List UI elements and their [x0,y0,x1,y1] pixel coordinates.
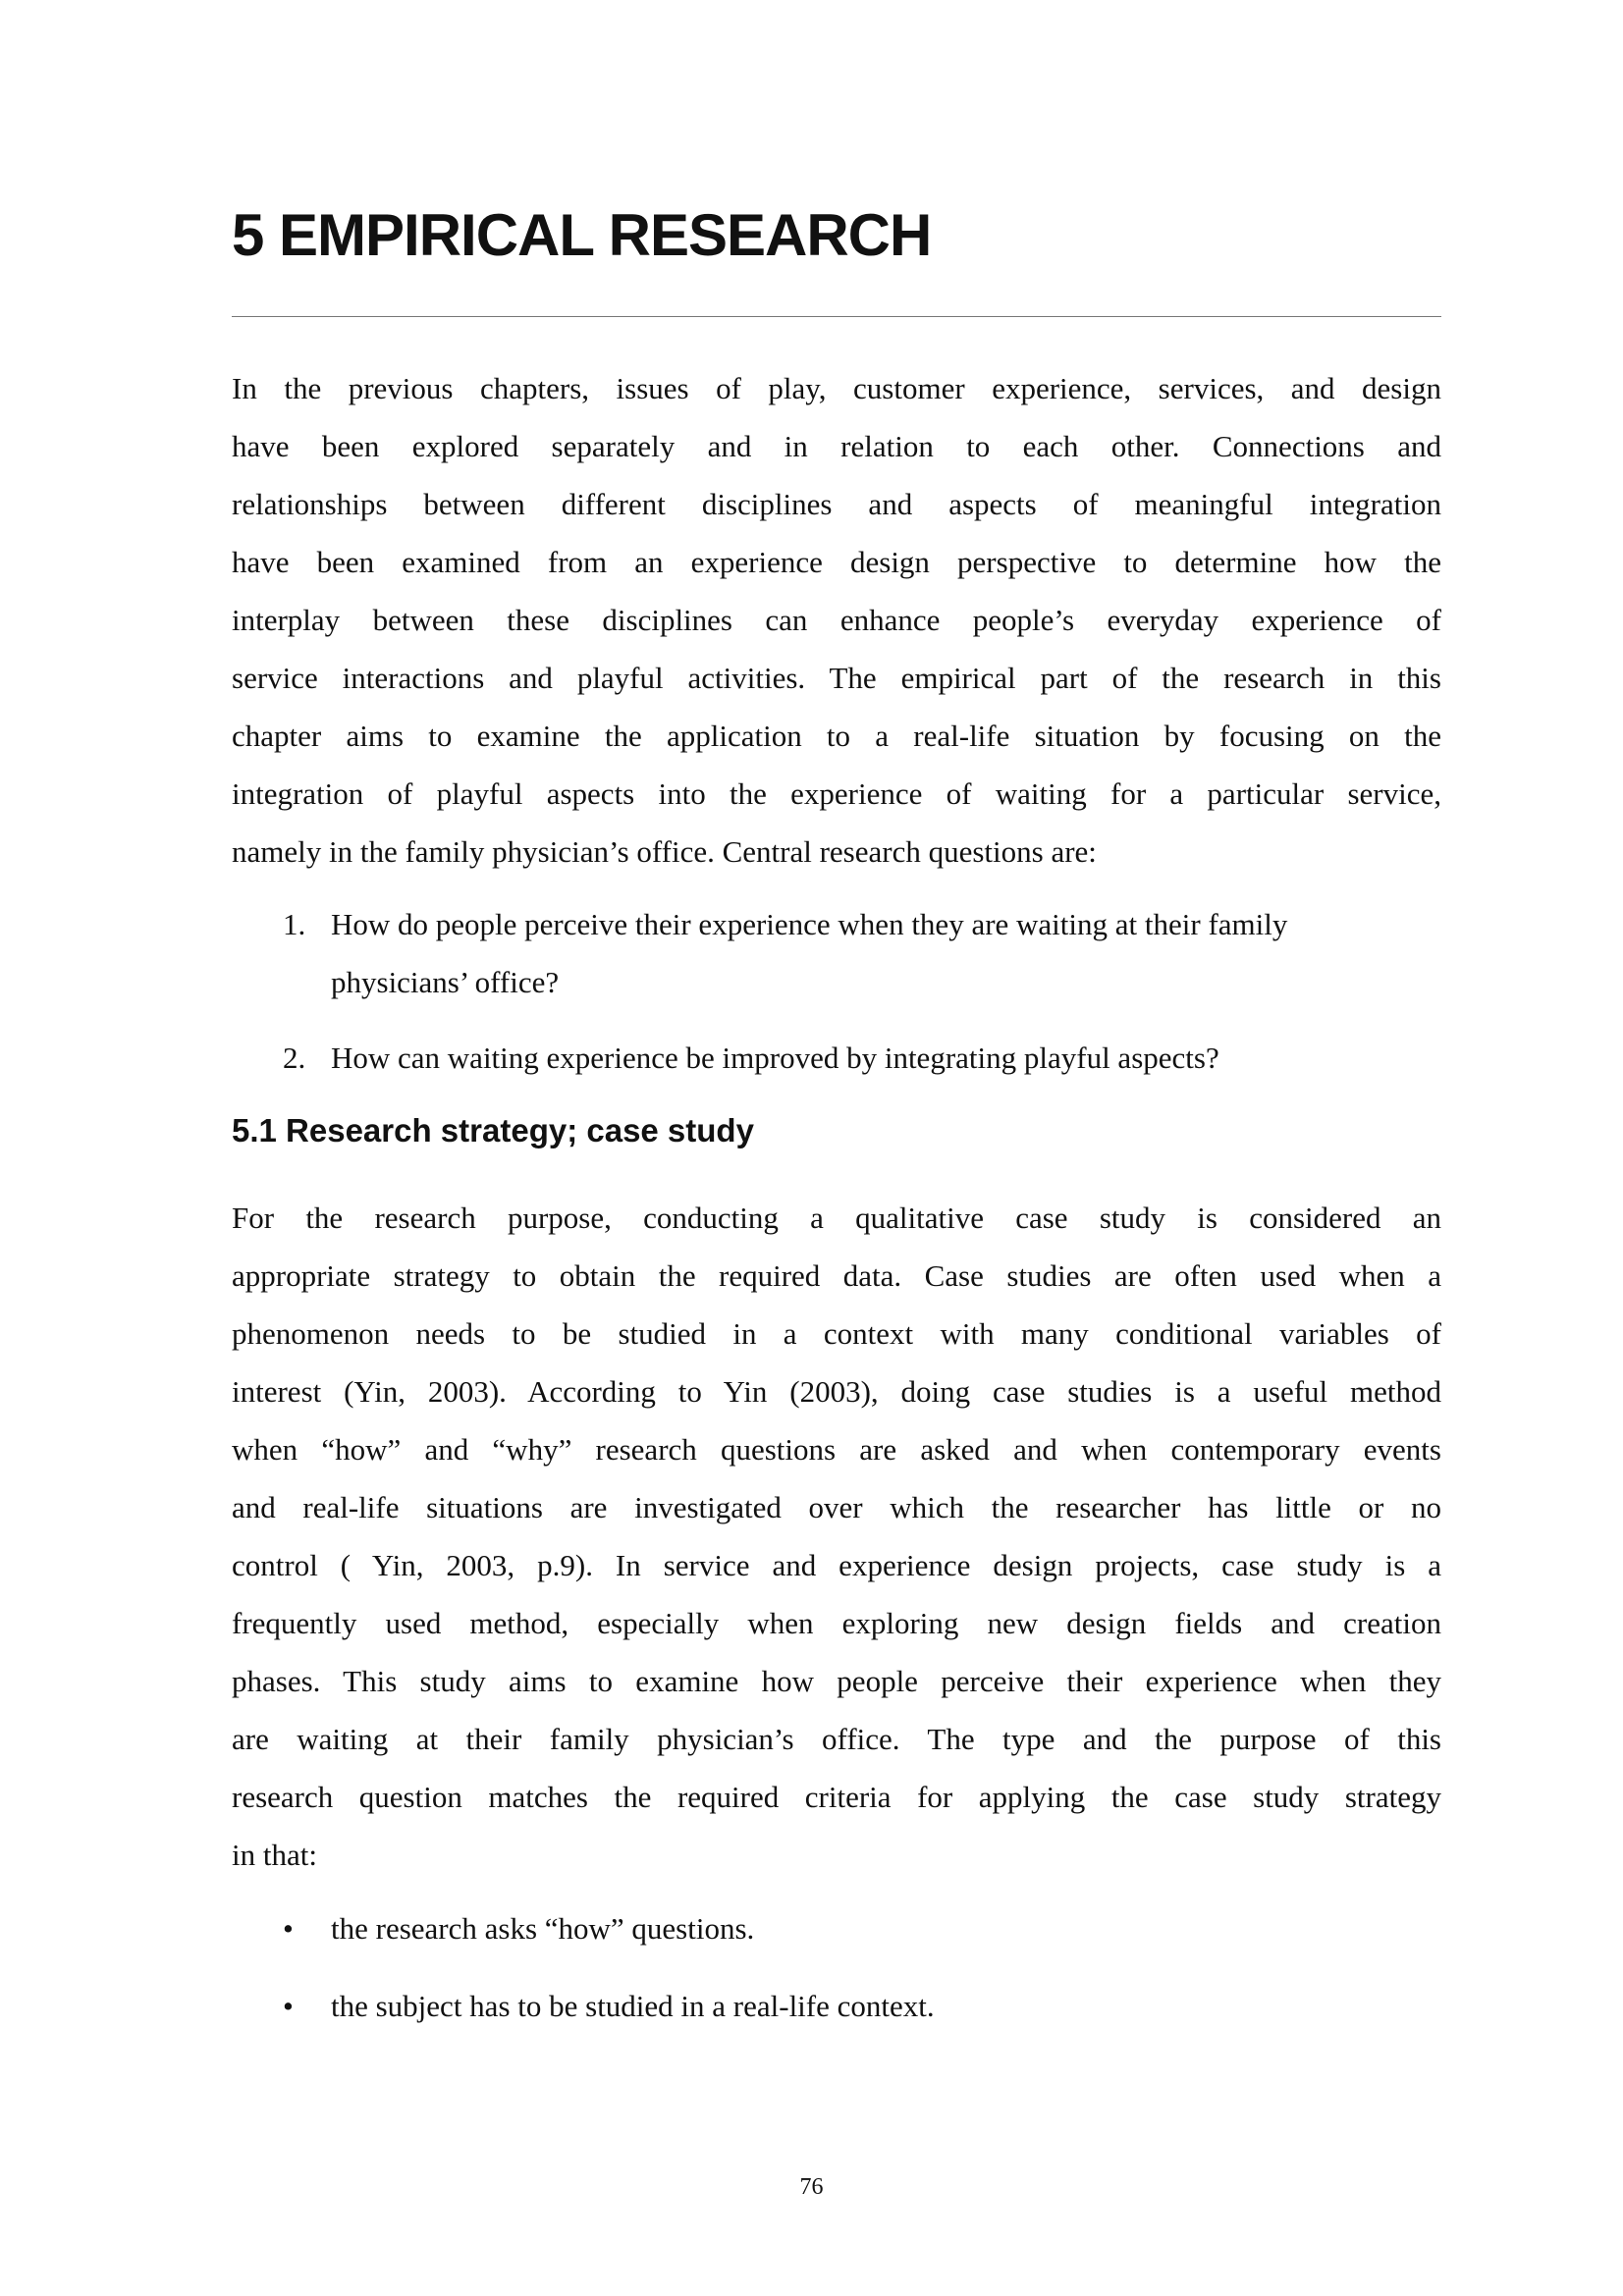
section-title: 5.1 Research strategy; case study [232,1112,754,1148]
page-number: 76 [799,2174,824,2200]
bullet-text: the research asks “how” questions. [331,1911,755,1946]
text-line: phenomenon needs to be studied in a context with many conditional variables of [232,1316,1441,1351]
text-line: appropriate strategy to obtain the required data. Case studies are often used when a [232,1258,1441,1293]
text-line: are waiting at their family physician’s office. The type and the purpose of this [232,1722,1441,1756]
list-text: physicians’ office? [331,965,560,999]
list-number: 2. [283,1041,306,1075]
text-line: For the research purpose, conducting a qualitative case study is considered an [232,1201,1441,1235]
list-text: How can waiting experience be improved by integrating playful aspects? [331,1041,1219,1075]
text-line: in that: [232,1838,317,1872]
text-line: relationships between different disciplines and aspects of meaningful integration [232,487,1441,521]
divider [232,316,1441,317]
text-line: research question matches the required criteria for applying the case study strategy [232,1780,1441,1814]
text-line: when “how” and “why” research questions are asked and when contemporary events [232,1432,1441,1467]
text-line: integration of playful aspects into the experience of waiting for a particular service, [232,776,1441,811]
text-line: service interactions and playful activities. The empirical part of the research in this [232,661,1441,695]
intro-paragraph [232,359,1441,881]
text-line: have been examined from an experience design perspective to determine how the [232,545,1441,579]
text-line: chapter aims to examine the application to a real-life situation by focusing on the [232,719,1441,753]
text-line: phases. This study aims to examine how people perceive their experience when they [232,1664,1441,1698]
text-line: interest (Yin, 2003). According to Yin (2003), doing case studies is a useful method [232,1374,1441,1409]
bullet-text: the subject has to be studied in a real-life context. [331,1989,935,2023]
chapter-title: 5 EMPIRICAL RESEARCH [232,202,932,268]
text-line: control ( Yin, 2003, p.9). In service and experience design projects, case study is a [232,1548,1441,1582]
bullet-icon: • [283,1989,294,2023]
text-line: namely in the family physician’s office. Central research questions are: [232,834,1097,869]
section-paragraph [232,1189,1441,1884]
text-line: interplay between these disciplines can enhance people’s everyday experience of [232,603,1441,637]
text-line: In the previous chapters, issues of play, customer experience, services, and design [232,371,1441,405]
list-number: 1. [283,907,306,941]
text-line: and real-life situations are investigated over which the researcher has little or no [232,1490,1441,1524]
text-line: have been explored separately and in relation to each other. Connections and [232,429,1441,463]
text-line: frequently used method, especially when exploring new design fields and creation [232,1606,1441,1640]
bullet-icon: • [283,1911,294,1946]
list-text: How do people perceive their experience when they are waiting at their family [331,907,1288,941]
